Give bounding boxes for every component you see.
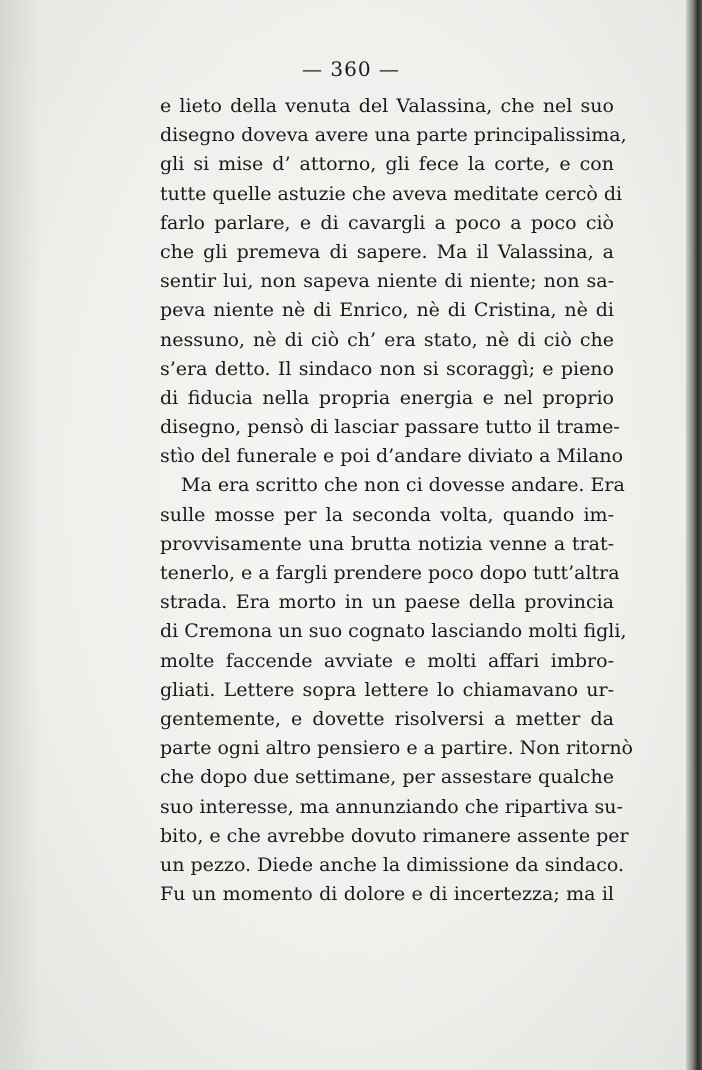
text-line: disegno doveva avere una parte principalissima,	[160, 124, 627, 147]
text-line: farlo parlare, e di cavargli a poco a poco ciò	[160, 211, 614, 234]
text-line: che gli premeva di sapere. Ma il Valassina, a	[160, 240, 614, 263]
text-line: gentemente, e dovette risolversi a metter da	[160, 707, 614, 730]
text-line: suo interesse, ma annunziando che ripartiva su-	[160, 795, 623, 818]
text-line: sentir lui, non sapeva niente di niente; non sa-	[160, 270, 614, 293]
page-number: — 360 —	[302, 57, 400, 81]
text-line: gliati. Lettere sopra lettere lo chiamavano ur-	[160, 678, 614, 701]
text-line: s’era detto. Il sindaco non si scoraggì; e pieno	[160, 357, 614, 380]
text-line: Fu un momento di dolore e di incertezza; ma il	[160, 883, 614, 906]
text-line: di Cremona un suo cognato lasciando molti figli,	[160, 620, 627, 643]
text-line: Ma era scritto che non ci dovesse andare. Era	[181, 474, 625, 497]
text-line: un pezzo. Diede anche la dimissione da sindaco.	[160, 853, 625, 876]
page-left-shadow	[0, 0, 40, 1070]
text-line: sulle mosse per la seconda volta, quando im-	[160, 503, 614, 526]
text-line: stìo del funerale e poi d’andare diviato a Milano	[160, 445, 624, 468]
text-line: molte faccende avviate e molti affari imbro-	[160, 649, 614, 672]
text-line: parte ogni altro pensiero e a partire. Non ritornò	[160, 737, 633, 760]
text-line: tutte quelle astuzie che aveva meditate cercò di	[160, 182, 623, 205]
text-line: di fiducia nella propria energia e nel proprio	[160, 386, 614, 409]
body-text	[160, 92, 633, 909]
text-line: e lieto della venuta del Valassina, che nel suo	[160, 95, 614, 117]
page-binding-edge	[686, 0, 702, 1070]
text-line: gli si mise d’ attorno, gli fece la corte, e con	[160, 153, 614, 176]
text-line: nessuno, nè di ciò ch’ era stato, nè di ciò che	[160, 328, 614, 351]
text-line: bito, e che avrebbe dovuto rimanere assente per	[160, 824, 629, 847]
text-line: disegno, pensò di lasciar passare tutto il trame-	[160, 416, 620, 439]
text-line: tenerlo, e a fargli prendere poco dopo tutt’altra	[160, 562, 620, 584]
text-line: provvisamente una brutta notizia venne a trat-	[160, 532, 614, 555]
text-line: peva niente nè di Enrico, nè di Cristina, nè di	[160, 299, 614, 322]
text-line: strada. Era morto in un paese della provincia	[160, 591, 614, 614]
text-line: che dopo due settimane, per assestare qualche	[160, 766, 614, 789]
